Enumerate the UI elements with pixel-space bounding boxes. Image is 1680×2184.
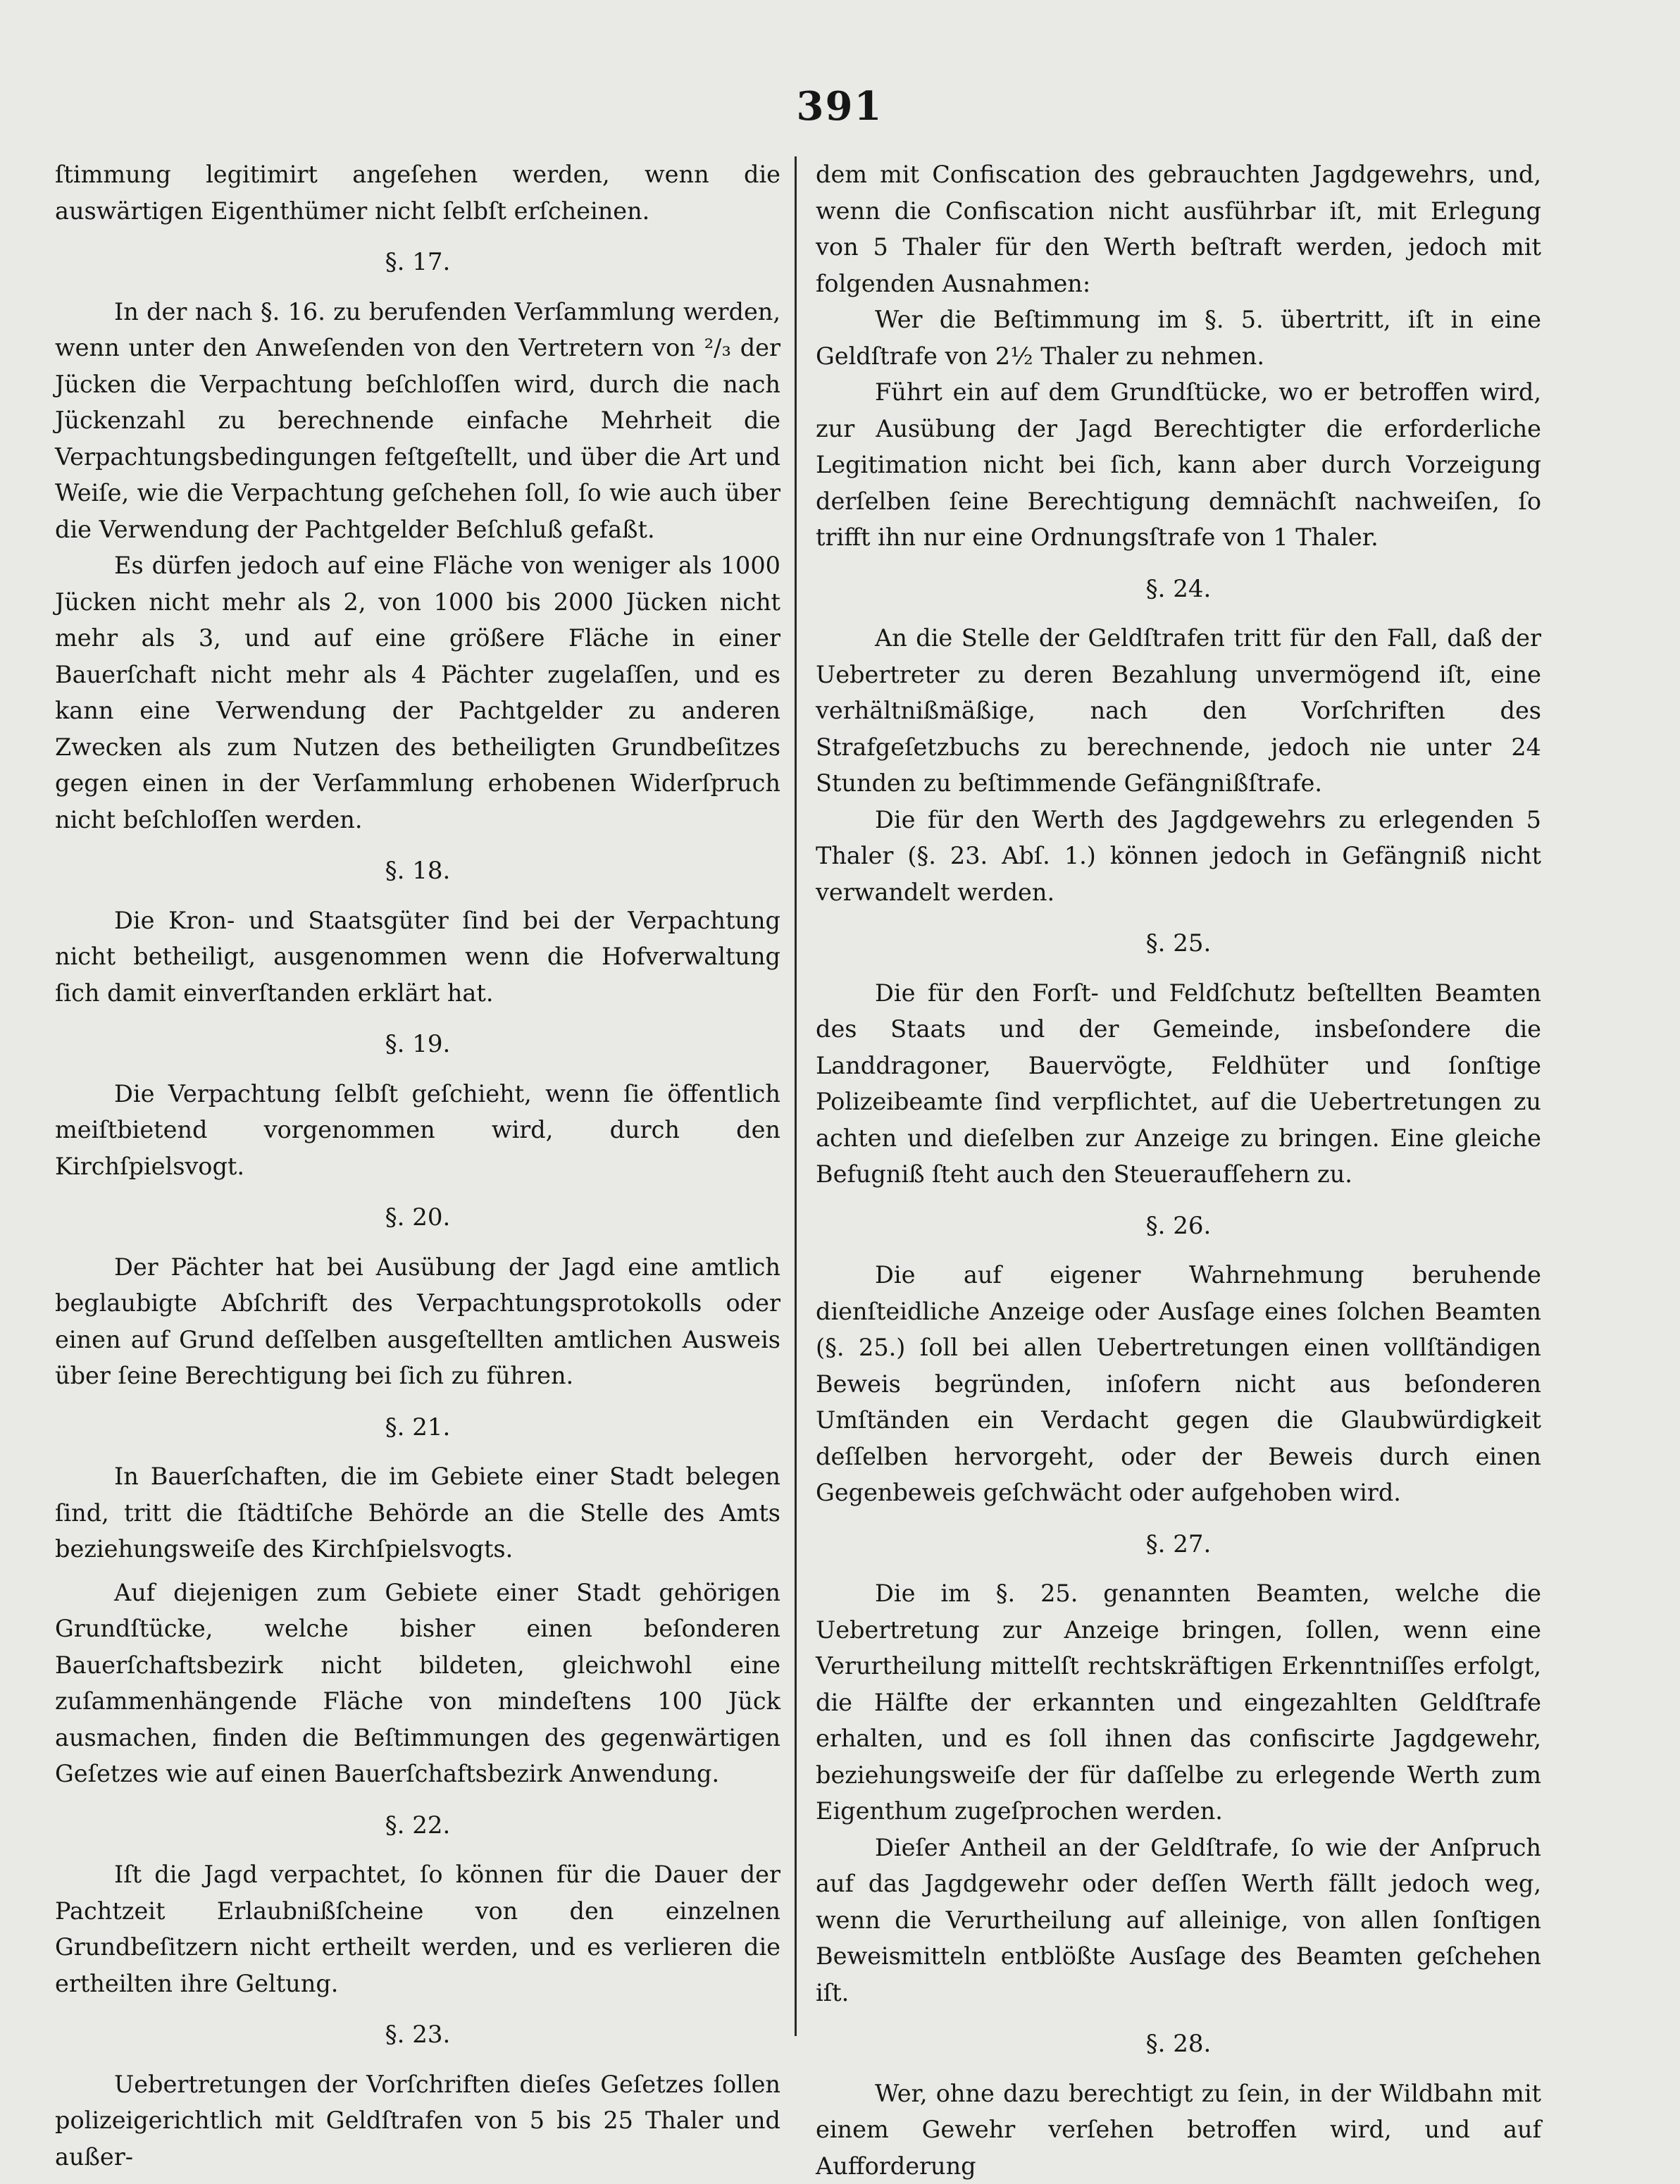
paragraph: Der Pächter hat bei Ausübung der Jagd eine amtlich beglaubigte Abſchrift des Verpachtungsprotokolls oder einen auf Grund deſſelben ausgeſtellten amtlichen Ausweis über ſeine Berechtigung bei ſich zu führen. bbox=[55, 1249, 780, 1394]
paragraph: Dieſer Antheil an der Geldſtrafe, ſo wie der Anſpruch auf das Jagdgewehr oder deſſen Werth fällt jedoch weg, wenn die Verurtheilung auf alleinige, von allen ſonſtigen Beweismitteln entblößte Ausſage des Beamten geſchehen iſt. bbox=[816, 1830, 1541, 2011]
section-heading: §. 27. bbox=[816, 1527, 1541, 1563]
section-heading: §. 26. bbox=[816, 1208, 1541, 1245]
paragraph: In Bauerſchaften, die im Gebiete einer Stadt belegen ſind, tritt die ſtädtiſche Behörde an die Stelle des Amts beziehungsweiſe des Kirchſpielsvogts. bbox=[55, 1458, 780, 1568]
section-heading: §. 17. bbox=[55, 244, 780, 281]
paragraph: Die im §. 25. genannten Beamten, welche die Uebertretung zur Anzeige bringen, ſollen, wenn eine Verurtheilung mittelſt rechtskräftigen Erkenntniſſes erfolgt, die Hälfte der erkannten und eingezahlten Geldſtrafe erhalten, und es ſoll ihnen das confiscirte Jagdgewehr, beziehungsweiſe der für daſſelbe zu erlegende Werth zum Eigenthum zugeſprochen werden. bbox=[816, 1575, 1541, 1830]
section-heading: §. 23. bbox=[55, 2017, 780, 2054]
section-heading: §. 24. bbox=[816, 571, 1541, 608]
paragraph: Wer, ohne dazu berechtigt zu ſein, in der Wildbahn mit einem Gewehr verſehen betroffen wird, und auf Aufforderung bbox=[816, 2076, 1541, 2184]
paragraph: Die für den Werth des Jagdgewehrs zu erlegenden 5 Thaler (§. 23. Abſ. 1.) können jedoch in Gefängniß nicht verwandelt werden. bbox=[816, 802, 1541, 911]
section-heading: §. 22. bbox=[55, 1808, 780, 1844]
section-heading: §. 20. bbox=[55, 1200, 780, 1236]
section-heading: §. 19. bbox=[55, 1026, 780, 1063]
paragraph: Auf diejenigen zum Gebiete einer Stadt gehörigen Grundſtücke, welche bisher einen beſonderen Bauerſchaftsbezirk nicht bildeten, gleichwohl eine zuſammenhängende Fläche von mindeſtens 100 Jück ausmachen, finden die Beſtimmungen des gegenwärtigen Geſetzes wie auf einen Bauerſchaftsbezirk Anwendung. bbox=[55, 1575, 780, 1792]
section-heading: §. 28. bbox=[816, 2026, 1541, 2063]
paragraph: Es dürfen jedoch auf eine Fläche von weniger als 1000 Jücken nicht mehr als 2, von 1000 bis 2000 Jücken nicht mehr als 3, und auf eine größere Fläche in einer Bauerſchaft nicht mehr als 4 Pächter zugelaſſen, und es kann eine Verwendung der Pachtgelder zu anderen Zwecken als zum Nutzen des betheiligten Grundbeſitzes gegen einen in der Verſammlung erhobenen Widerſpruch nicht beſchloſſen werden. bbox=[55, 547, 780, 838]
column-divider bbox=[795, 156, 797, 2036]
paragraph: Führt ein auf dem Grundſtücke, wo er betroffen wird, zur Ausübung der Jagd Berechtigter die erforderliche Legitimation nicht bei ſich, kann aber durch Vorzeigung derſelben ſeine Berechtigung demnächſt nachweiſen, ſo trifft ihn nur eine Ordnungsſtrafe von 1 Thaler. bbox=[816, 374, 1541, 556]
paragraph: Iſt die Jagd verpachtet, ſo können für die Dauer der Pachtzeit Erlaubnißſcheine von den einzelnen Grundbeſitzern nicht ertheilt werden, und es verlieren die ertheilten ihre Geltung. bbox=[55, 1856, 780, 2002]
right-column bbox=[816, 156, 1541, 2184]
paragraph: An die Stelle der Geldſtrafen tritt für den Fall, daß der Uebertreter zu deren Bezahlung unvermögend iſt, eine verhältnißmäßige, nach den Vorſchriften des Strafgeſetzbuchs zu berechnende, jedoch nie unter 24 Stunden zu beſtimmende Gefängnißſtrafe. bbox=[816, 620, 1541, 802]
section-heading: §. 18. bbox=[55, 853, 780, 890]
continued-paragraph: ſtimmung legitimirt angeſehen werden, wenn die auswärtigen Eigenthümer nicht ſelbſt erſcheinen. bbox=[55, 156, 780, 229]
paragraph: Die für den Forſt- und Feldſchutz beſtellten Beamten des Staats und der Gemeinde, insbeſondere die Landdragoner, Bauervögte, Feldhüter und ſonſtige Polizeibeamte ſind verpflichtet, auf die Uebertretungen zu achten und dieſelben zur Anzeige zu bringen. Eine gleiche Befugniß ſteht auch den Steueraufſehern zu. bbox=[816, 975, 1541, 1193]
paragraph: Wer die Beſtimmung im §. 5. übertritt, iſt in eine Geldſtrafe von 2½ Thaler zu nehmen. bbox=[816, 302, 1541, 374]
page-number: 391 bbox=[769, 83, 910, 130]
continued-paragraph: dem mit Confiscation des gebrauchten Jagdgewehrs, und, wenn die Confiscation nicht ausführbar iſt, mit Erlegung von 5 Thaler für den Werth beſtraft werden, jedoch mit folgenden Ausnahmen: bbox=[816, 156, 1541, 302]
paragraph: In der nach §. 16. zu berufenden Verſammlung werden, wenn unter den Anweſenden von den Vertretern von ²/₃ der Jücken die Verpachtung beſchloſſen wird, durch die nach Jückenzahl zu berechnende einfache Mehrheit die Verpachtungsbedingungen feſtgeſtellt, und über die Art und Weiſe, wie die Verpachtung geſchehen ſoll, ſo wie auch über die Verwendung der Pachtgelder Beſchluß gefaßt. bbox=[55, 294, 780, 548]
paragraph: Die Kron- und Staatsgüter ſind bei der Verpachtung nicht betheiligt, ausgenommen wenn die Hofverwaltung ſich damit einverſtanden erklärt hat. bbox=[55, 902, 780, 1012]
left-column bbox=[55, 156, 780, 2175]
paragraph: Die auf eigener Wahrnehmung beruhende dienſteidliche Anzeige oder Ausſage eines ſolchen Beamten (§. 25.) ſoll bei allen Uebertretungen einen vollſtändigen Beweis begründen, inſofern nicht aus beſonderen Umſtänden ein Verdacht gegen die Glaubwürdigkeit deſſelben hervorgeht, oder der Beweis durch einen Gegenbeweis geſchwächt oder aufgehoben wird. bbox=[816, 1257, 1541, 1511]
paragraph: Die Verpachtung ſelbſt geſchieht, wenn ſie öffentlich meiſtbietend vorgenommen wird, durch den Kirchſpielsvogt. bbox=[55, 1076, 780, 1185]
paragraph: Uebertretungen der Vorſchriften dieſes Geſetzes ſollen polizeigerichtlich mit Geldſtrafen von 5 bis 25 Thaler und außer- bbox=[55, 2066, 780, 2176]
section-heading: §. 25. bbox=[816, 926, 1541, 962]
section-heading: §. 21. bbox=[55, 1410, 780, 1446]
